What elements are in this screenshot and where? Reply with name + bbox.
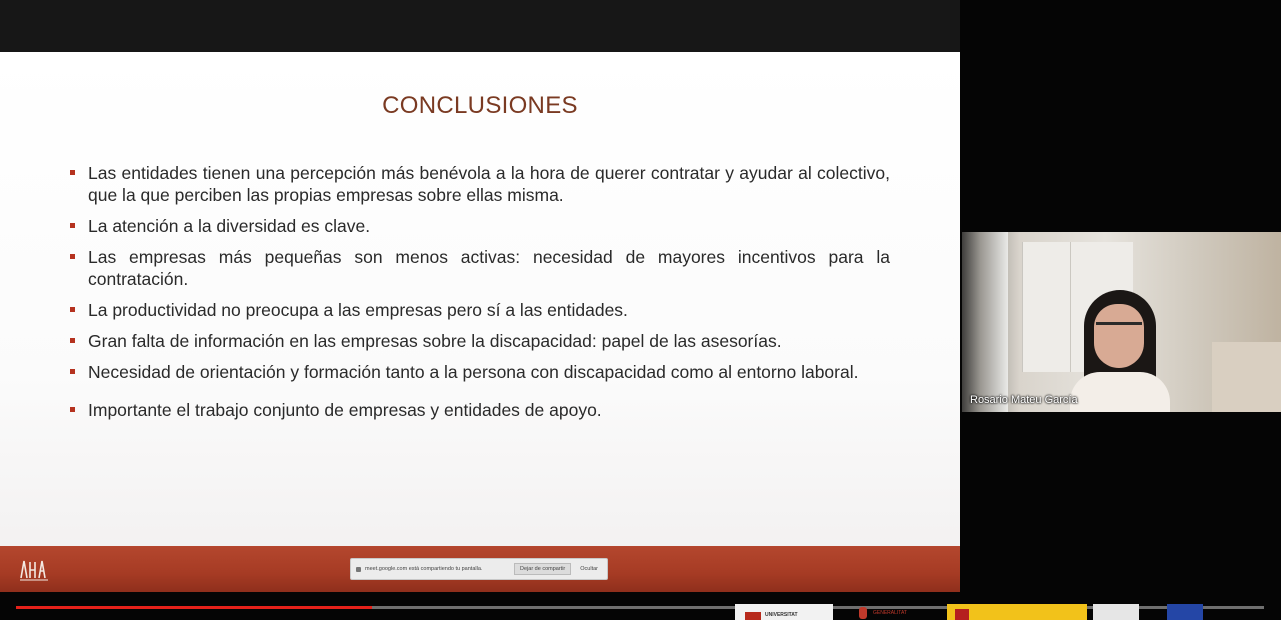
presentation-slide [0, 52, 960, 592]
participant-video-tile[interactable] [962, 232, 1281, 412]
participant-name-label: Rosario Mateu García [970, 394, 1078, 406]
video-progress-fill [16, 606, 372, 609]
institution-logo-icon [18, 556, 50, 582]
slide-footer-band [0, 546, 960, 592]
bullet-item: Importante el trabajo conjunto de empresas y entidades de apoyo. [70, 399, 890, 421]
screen-share-notice [350, 558, 608, 580]
bullet-list [70, 162, 890, 430]
bullet-item: Las empresas más pequeñas son menos activas: necesidad de mayores incentivos para la contratación. [70, 246, 890, 290]
background-shelf [1212, 342, 1281, 412]
stop-sharing-button[interactable]: Dejar de compartir [514, 563, 571, 575]
bullet-item: La productividad no preocupa a las empresas pero sí a las entidades. [70, 299, 890, 321]
participant-glasses [1096, 322, 1142, 333]
bullet-item: Necesidad de orientación y formación tanto a la persona con discapacidad como al entorno laboral. [70, 361, 890, 383]
cabinet-divider [1070, 242, 1071, 372]
generalitat-logo-icon: GENERALITAT [855, 604, 935, 620]
slide-title: CONCLUSIONES [382, 92, 578, 119]
hide-notice-button[interactable]: Ocultar [580, 566, 598, 572]
university-logo-icon: UNIVERSITAT [735, 604, 833, 620]
eu-flag-icon [1167, 604, 1203, 620]
share-indicator-icon [356, 567, 361, 572]
participant-face [1094, 304, 1144, 368]
bullet-item: Las entidades tienen una percepción más benévola a la hora de querer contratar y ayudar al colectivo, que la que perciben las propias empresas sobre ellas misma. [70, 162, 890, 206]
top-letterbox [0, 0, 960, 52]
sponsor-logos [735, 604, 1281, 620]
bullet-item: Gran falta de información en las empresas sobre la discapacidad: papel de las asesorías. [70, 330, 890, 352]
share-message: meet.google.com está compartiendo tu pantalla. [365, 566, 483, 572]
background-window [962, 232, 1008, 412]
ministry-logo-icon [1093, 604, 1139, 620]
government-logo-icon [947, 604, 1087, 620]
bullet-item: La atención a la diversidad es clave. [70, 215, 890, 237]
participant-body [1070, 372, 1170, 412]
